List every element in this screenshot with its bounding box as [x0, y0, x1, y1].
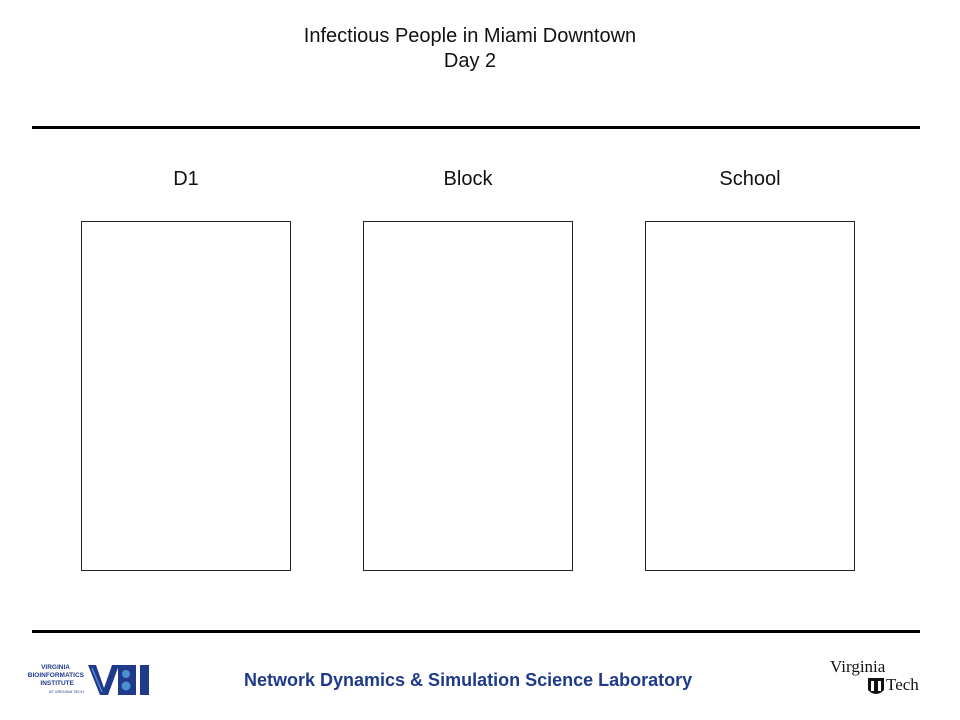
slide-title-line2: Day 2: [443, 50, 497, 72]
panel-block: [363, 221, 573, 571]
panel-label-d1: D1: [173, 168, 199, 190]
vbi-logo-line3: INSTITUTE: [40, 680, 74, 687]
bottom-divider: [32, 630, 920, 633]
vt-logo-line1: Virginia: [830, 657, 886, 676]
vbi-logo-line2: BIOINFORMATICS: [27, 672, 84, 679]
panel-d1: [81, 221, 291, 571]
panel-school: [645, 221, 855, 571]
slide-title-line1: Infectious People in Miami Downtown: [303, 25, 637, 47]
panel-label-block: Block: [443, 168, 493, 190]
slide-title: [220, 24, 720, 74]
virginia-tech-logo: [828, 654, 932, 700]
lab-name: Network Dynamics & Simulation Science Laboratory: [244, 670, 693, 690]
vbi-logo-line4: AT VIRGINIA TECH: [48, 689, 84, 694]
panel-label-school: School: [719, 168, 781, 190]
vbi-logo-line1: VIRGINIA: [41, 664, 70, 671]
top-divider: [32, 126, 920, 129]
vt-logo-line2: Tech: [886, 675, 919, 694]
vbi-logo: [22, 662, 156, 696]
